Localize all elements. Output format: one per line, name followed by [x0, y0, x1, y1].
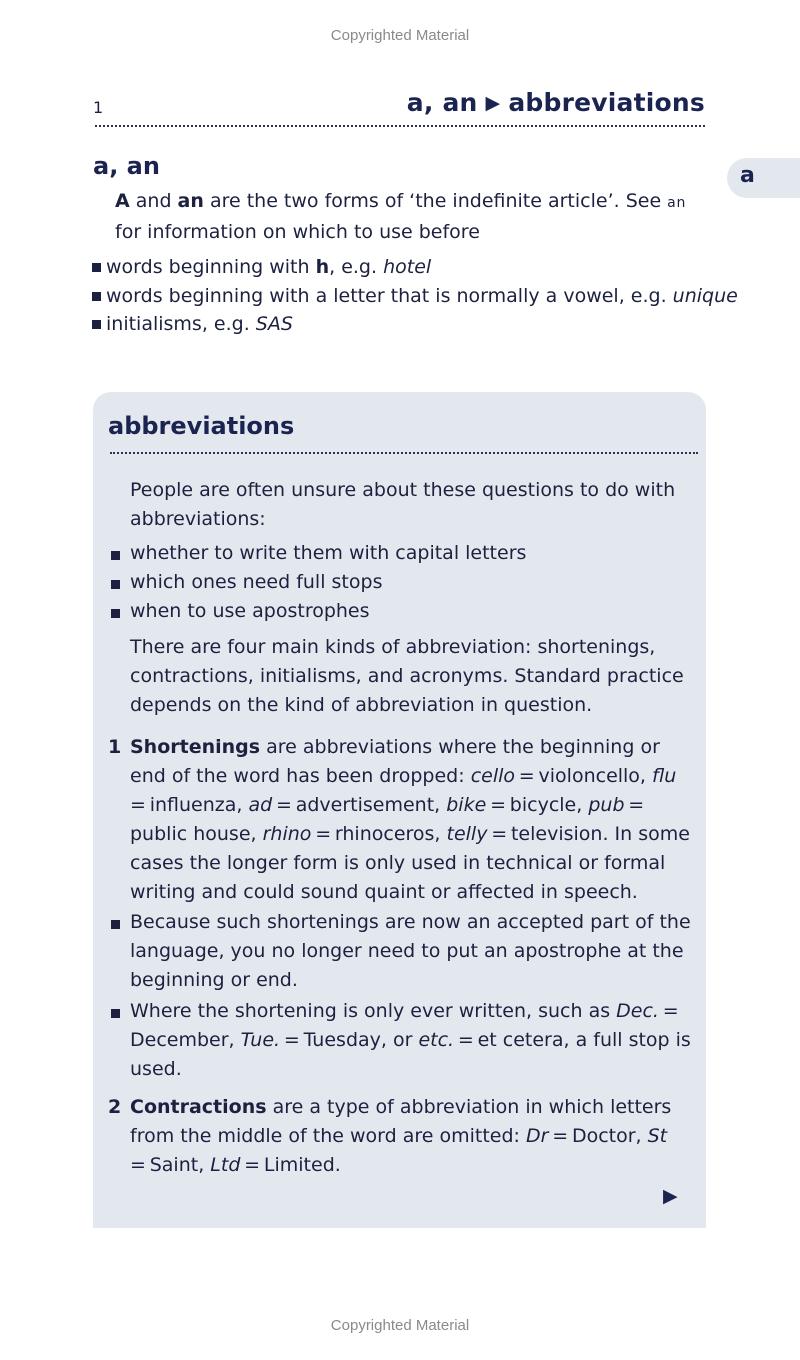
example-word: flu	[652, 765, 677, 787]
cross-reference-an[interactable]: an	[667, 195, 687, 211]
header-dotted-rule	[95, 125, 705, 127]
text-run: = violoncello,	[515, 765, 653, 787]
text-run: h	[315, 256, 330, 278]
text-run: , e.g.	[329, 256, 384, 278]
text-run: = influenza,	[130, 765, 681, 816]
text-run: for information on which to use before	[115, 221, 480, 243]
square-bullet-icon	[111, 580, 120, 589]
example-word: rhino	[262, 823, 312, 845]
list-item-text: whether to write them with capital letters	[130, 542, 527, 564]
text-run: = et cetera, a full stop is used.	[130, 1029, 691, 1080]
panel-title: abbreviations	[108, 412, 295, 440]
example-word: ad	[248, 794, 273, 816]
example-word: cello	[470, 765, 516, 787]
text-run: = Saint,	[130, 1125, 671, 1176]
copyright-footer: Copyrighted Material	[330, 1317, 470, 1334]
running-head-last: abbreviations	[508, 88, 705, 117]
list-item-text: Because such shortenings are now an accepted part of the language, you no longer need to put an apostrophe at the beginning or end.	[130, 911, 691, 991]
text-run: = December,	[130, 1000, 683, 1051]
text-run: = Limited.	[240, 1154, 341, 1176]
text-run: words beginning with a letter that is normally a vowel, e.g.	[106, 284, 673, 307]
text-run: are a type of abbreviation in which letters from the middle of the word are omitted:	[130, 1096, 672, 1147]
example-word: St	[647, 1125, 668, 1147]
entry-heading-a-an: a, an	[93, 152, 160, 180]
list-item	[108, 997, 693, 1084]
example-word: Ltd	[210, 1154, 241, 1176]
contractions-paragraph	[130, 1093, 690, 1180]
continued-arrow-icon[interactable]: ▶	[663, 1185, 678, 1207]
list-item	[92, 310, 722, 339]
text-run: = Doctor,	[548, 1125, 648, 1147]
example-word: SAS	[255, 313, 293, 335]
copyright-header: Copyrighted Material	[330, 27, 470, 44]
running-head-first: a, an	[406, 88, 478, 117]
kinds-paragraph: There are four main kinds of abbreviation: shortenings, contractions, initialisms, and acronyms. Standard practice depends on the kind of abbreviation in question.	[130, 636, 684, 716]
example-word: Dec.	[616, 1000, 659, 1022]
example-word: bike	[446, 794, 487, 816]
list-item-text: which ones need full stops	[130, 571, 383, 593]
example-word: unique	[672, 284, 738, 307]
text-run: are the two forms of ‘the indefinite article’. See	[203, 190, 668, 212]
text-run: = Tuesday, or	[280, 1029, 419, 1051]
text-run: and	[129, 190, 178, 212]
example-word: telly	[446, 823, 488, 845]
thumb-tab-letter: a	[740, 163, 755, 188]
list-item	[92, 282, 738, 311]
entry-a-an-body	[115, 187, 715, 247]
example-word: pub	[588, 794, 625, 816]
text-run: initialisms, e.g.	[106, 313, 256, 335]
square-bullet-icon	[92, 263, 101, 272]
section-number: 2	[108, 1096, 122, 1118]
list-item	[92, 253, 722, 282]
section-number: 1	[108, 736, 122, 758]
term-shortenings: Shortenings	[130, 736, 261, 758]
term-contractions: Contractions	[130, 1096, 267, 1118]
text-run: = advertisement,	[272, 794, 447, 816]
list-item	[108, 568, 693, 597]
list-item	[108, 908, 693, 995]
term-an: an	[177, 190, 204, 212]
list-item	[108, 539, 693, 568]
shortenings-paragraph	[130, 733, 690, 907]
text-run: = rhinoceros,	[311, 823, 447, 845]
example-word: Tue.	[240, 1029, 281, 1051]
list-item-text: when to use apostrophes	[130, 600, 370, 622]
list-item	[108, 597, 693, 626]
thumb-index-tab[interactable]	[727, 158, 800, 198]
square-bullet-icon	[92, 292, 101, 301]
page-number: 1	[93, 98, 104, 117]
panel-dotted-rule	[110, 452, 698, 454]
running-head	[407, 88, 705, 117]
entry-a-an-bullet-list	[92, 253, 738, 339]
square-bullet-icon	[111, 609, 120, 618]
example-word: Dr	[525, 1125, 549, 1147]
square-bullet-icon	[111, 920, 120, 929]
text-run: = public house,	[130, 794, 649, 845]
square-bullet-icon	[111, 551, 120, 560]
square-bullet-icon	[92, 320, 101, 329]
intro-paragraph: People are often unsure about these questions to do with abbreviations:	[130, 479, 676, 530]
square-bullet-icon	[111, 1009, 120, 1018]
text-run: = bicycle,	[486, 794, 589, 816]
term-a: A	[115, 190, 130, 212]
text-run: words beginning with	[106, 256, 316, 278]
text-run: = television. In some cases the longer form is only used in technical or formal writing and could sound quaint or affected in speech.	[130, 823, 690, 903]
example-word: etc.	[418, 1029, 455, 1051]
text-run: are abbreviations where the beginning or end of the word has been dropped:	[130, 736, 660, 787]
running-head-arrow-icon: ▶	[485, 92, 501, 114]
list-item-text	[130, 997, 693, 1084]
text-run: Where the shortening is only ever written, such as	[130, 1000, 617, 1022]
example-word: hotel	[383, 256, 432, 278]
